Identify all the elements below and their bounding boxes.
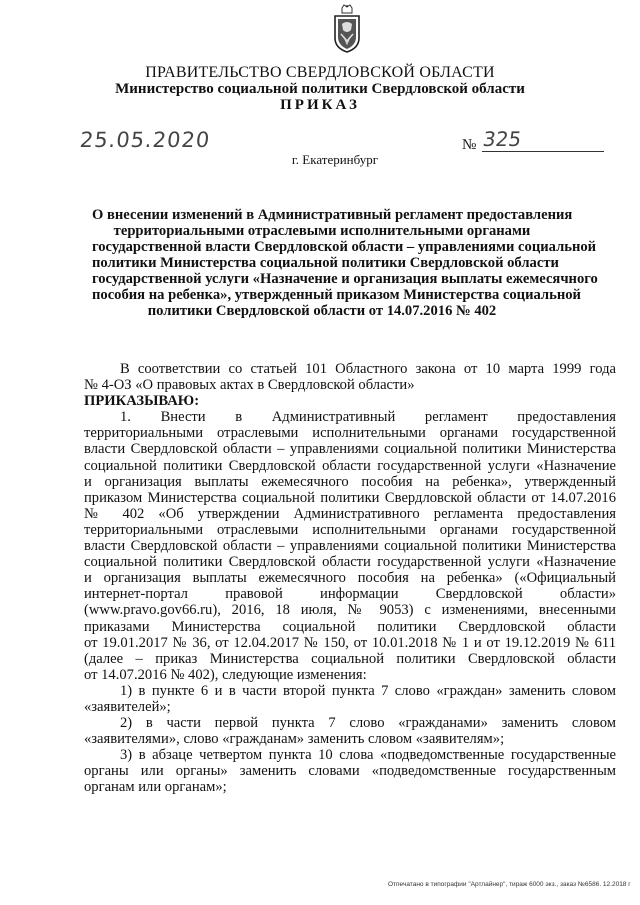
body-line: интернет-портал правовой информации Свердловской области» [84, 586, 616, 603]
handwritten-number: 325 [481, 127, 523, 151]
title-line: государственной услуги «Назначение и организация выплаты ежемесячного [92, 271, 598, 287]
body-line: социальной политики Свердловской области государственной услуги «Назначение [84, 554, 616, 571]
body-line: от 14.07.2016 № 402), следующие изменения: [84, 666, 367, 683]
print-footer: Отпечатано в типографии "Артлайнер", тираж 6000 экз., заказ №6586. 12.2018 г [388, 881, 631, 888]
government-name: ПРАВИТЕЛЬСТВО СВЕРДЛОВСКОЙ ОБЛАСТИ [145, 64, 495, 81]
order-directive: ПРИКАЗЫВАЮ: [84, 393, 200, 410]
number-label: № [462, 137, 477, 153]
title-line: О внесении изменений в Административный регламент предоставления [92, 207, 573, 223]
title-line: территориальными отраслевыми исполнительными органами [113, 223, 531, 239]
change-item-2: 2) в части первой пункта 7 слово «гражданами» заменить словом [120, 715, 616, 732]
city: г. Екатеринбург [291, 152, 379, 167]
body-line: территориальными отраслевыми исполнительными органами государственной [84, 425, 616, 442]
body-line: (www.pravo.gov66.ru), 2016, 18 июля, № 9053) с изменениями, внесенными [84, 602, 616, 619]
document-title [92, 207, 598, 319]
coat-of-arms-emblem [333, 4, 361, 54]
body-line: от 19.01.2017 № 36, от 12.04.2017 № 150, от 10.01.2018 № 1 и от 19.12.2019 № 611 [84, 634, 616, 651]
ministry-name: Министерство социальной политики Свердловской области [115, 81, 525, 97]
body-line: и организация выплаты ежемесячного пособия на ребенка», утвержденный [84, 473, 616, 490]
title-line: политики Свердловской области от 14.07.2016 № 402 [147, 303, 497, 319]
body-line: власти Свердловской области – управлениями социальной политики Министерства [84, 538, 616, 555]
title-line: пособия на ребенка», утвержденный приказом Министерства социальной [92, 287, 581, 303]
title-line: государственной власти Свердловской области – управлениями социальной [92, 239, 597, 255]
body-line: В соответствии со статьей 101 Областного закона от 10 марта 1999 года [120, 361, 616, 377]
title-line: политики Министерства социальной политики Свердловской области [92, 255, 559, 271]
handwritten-date: 25.05.2020 [78, 128, 212, 152]
body-line: и организация выплаты ежемесячного пособия на ребенка» («Официальный [84, 570, 616, 587]
body-line: приказом Министерства социальной политики Свердловской области от 14.07.2016 [84, 489, 616, 506]
body-line: органам или органам»; [84, 779, 227, 796]
body-line: 1. Внести в Административный регламент предоставления [120, 409, 616, 426]
body-line: территориальными отраслевыми исполнительными органами государственной [84, 521, 616, 538]
body-line: социальной политики Свердловской области государственной услуги «Назначение [84, 457, 616, 474]
body-line: приказами Министерства социальной политики Свердловской области [84, 618, 616, 635]
body-line: № 402 «Об утверждении Административного регламента предоставления [84, 505, 616, 522]
document-body [84, 361, 616, 796]
change-item-3: 3) в абзаце четвертом пункта 10 слова «подведомственные государственные [120, 747, 616, 764]
body-line: органы или органы» заменить словами «подведомственные государственным [84, 763, 616, 780]
body-line: № 4-ОЗ «О правовых актах в Свердловской области» [84, 377, 415, 394]
document-type: ПРИКАЗ [280, 97, 360, 113]
body-line: власти Свердловской области – управлениями социальной политики Министерства [84, 441, 616, 458]
change-item-1: 1) в пункте 6 и в части второй пункта 7 слово «граждан» заменить словом [120, 682, 616, 699]
body-line: «заявителями», слово «гражданам» заменить словом «заявителям»; [84, 731, 505, 748]
body-line: (далее – приказ Министерства социальной политики Свердловской области [84, 650, 616, 667]
body-line: «заявителей»; [84, 698, 171, 715]
